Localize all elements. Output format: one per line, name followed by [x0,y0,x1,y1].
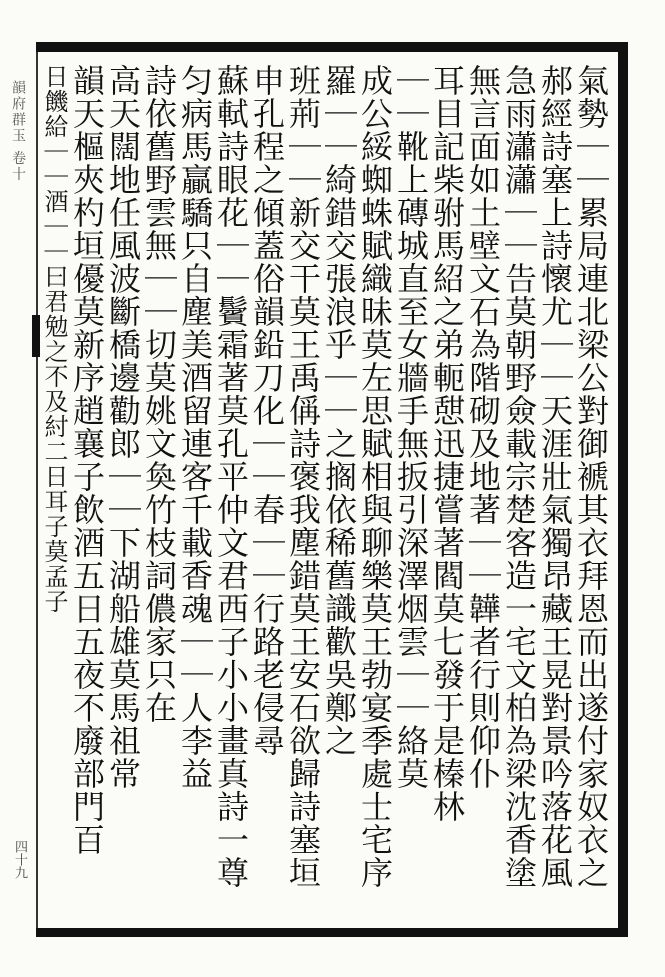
text-column-15: 韻天樞夾杓垣優莫新序趙襄子飲酒五日五夜不廢部門百 [68,64,106,856]
text-column-10: 申孔程之傾蓋俗韻鉛刀化｜｜春｜｜行路老侵尋 [248,64,286,757]
text-column-3: 急雨瀟瀟｜｜告莫朝野僉載宗楚客造一宅文柏為梁沈香塗 [500,64,538,889]
text-column-4: 無言面如土壁文石為階砌及地著｜｜韡者行則仰仆 [464,64,502,790]
text-column-8: 羅｜｜綺錯交張浪乎｜｜之搁依稀舊識歡吳鄭之 [320,64,358,757]
text-column-2: 郝經詩塞上詩懷尤｜｜天涯壯氣獨昂藏王晃對景吟落花風 [536,64,574,889]
text-column-11: 蘇軾詩眼花｜｜鬢霜著莫孔平仲文君西子小小畫真詩一尊 [212,64,250,889]
right-border-rule [618,42,628,937]
text-column-14: 高天闊地任風波斷橋邊勸郎｜｜下湖船雄莫馬祖常 [104,64,142,790]
top-border-rule [36,42,628,52]
text-column-7: 成公綏蜘蛛賦織昧莫左思賦相與聊樂莫王勃宴季處士宅序 [356,64,394,889]
text-column-6: ｜｜靴上磚城直至女牆手無扳引深澤烟雲｜｜絡莫 [392,64,430,790]
text-column-16: 日饑給｜｜酒｜｜曰君勉之不及紂二日耳子莫孟子 [40,64,68,614]
text-column-1: 氣勢｜｜累局連北梁公對御褫其衣拜恩而出遂付家奴衣之 [572,64,610,889]
text-column-12: 匀病馬贏驕只自塵美酒留連客千載香魂｜｜人李益 [176,64,214,790]
page-number: 四十九 [12,840,27,879]
gutter-line [36,52,38,928]
gutter-title: 韻府群玉 卷十 [10,80,26,183]
gutter-fishtail-mark [32,315,40,357]
text-column-9: 班荊｜｜新交干莫王禹偁詩褒我塵錯莫王安石欲歸詩塞垣 [284,64,322,889]
text-column-13: 詩依舊野雲無｜｜切莫姚文奐竹枝詞儂家只在 [140,64,178,724]
text-column-5: 耳目記柴驸馬紹之弟軛憇迅捷嘗著閻莫七發于是榛林 [428,64,466,823]
bottom-border-rule [36,928,628,937]
